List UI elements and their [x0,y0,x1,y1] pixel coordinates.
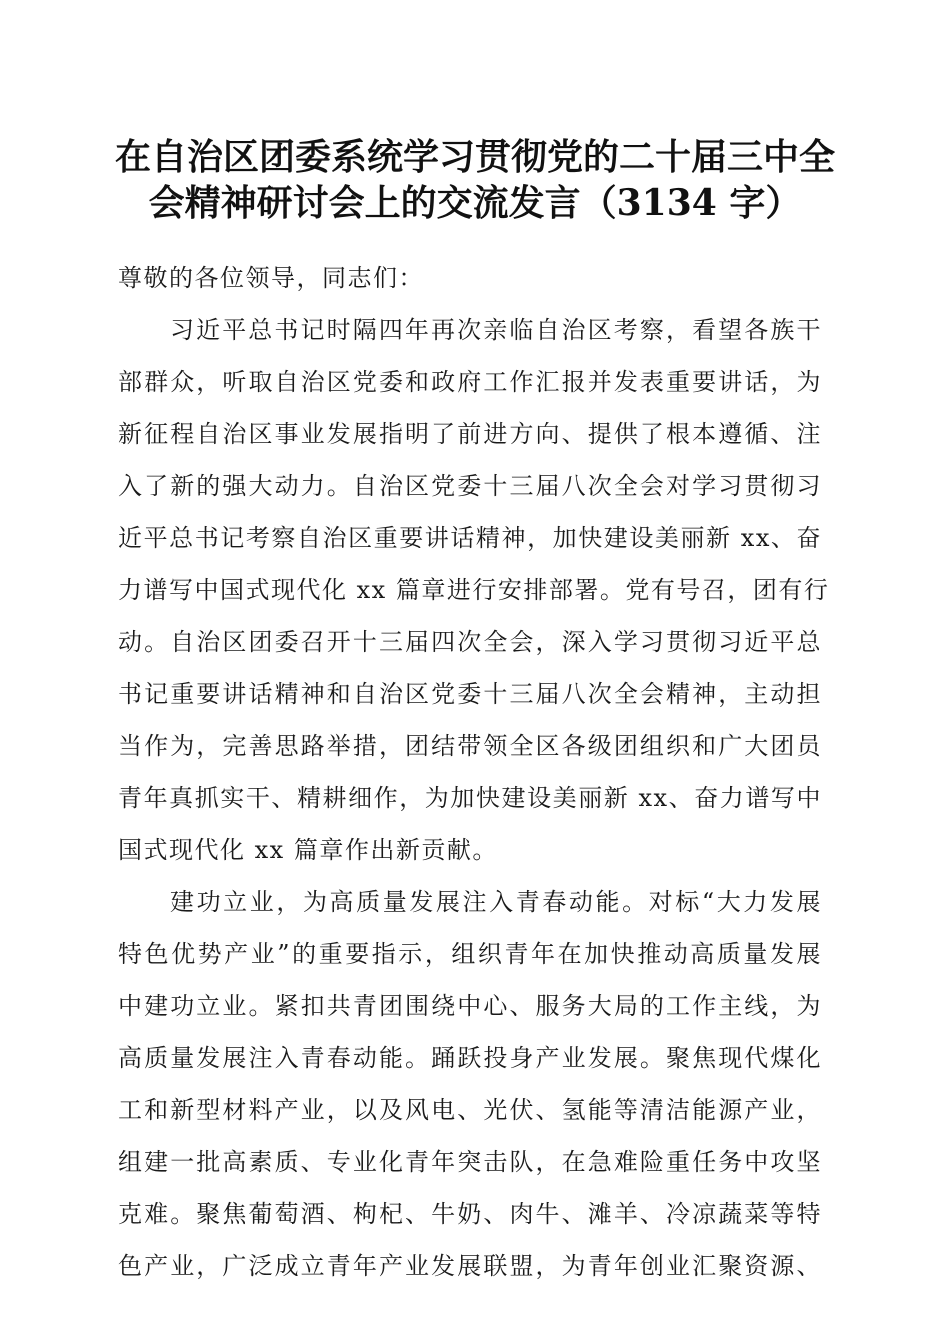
paragraph-2-line: 高质量发展注入青春动能。踊跃投身产业发展。聚焦现代煤化 [118,1044,822,1072]
title-line-1: 在自治区团委系统学习贯彻党的二十届三中全 [114,136,835,178]
paragraph-2-line: 特色优势产业”的重要指示，组织青年在加快推动高质量发展 [118,940,822,968]
paragraph-1-line: 入了新的强大动力。自治区党委十三届八次全会对学习贯彻习 [118,472,822,500]
document-title [110,134,840,226]
paragraph-1-line: 近平总书记考察自治区重要讲话精神，加快建设美丽新 xx、奋 [118,524,822,552]
paragraph-2-line: 克难。聚焦葡萄酒、枸杞、牛奶、肉牛、滩羊、冷凉蔬菜等特 [118,1200,822,1228]
paragraph-1-line: 部群众，听取自治区党委和政府工作汇报并发表重要讲话，为 [118,368,822,396]
paragraph-2-line: 中建功立业。紧扣共青团围绕中心、服务大局的工作主线，为 [118,992,822,1020]
paragraph-1-line: 青年真抓实干、精耕细作，为加快建设美丽新 xx、奋力谱写中 [118,784,822,812]
paragraph-1-line: 习近平总书记时隔四年再次亲临自治区考察，看望各族干 [170,316,822,344]
paragraph-1-line: 力谱写中国式现代化 xx 篇章进行安排部署。党有号召，团有行 [118,576,830,604]
paragraph-1-line: 新征程自治区事业发展指明了前进方向、提供了根本遵循、注 [118,420,822,448]
paragraph-2-line: 工和新型材料产业，以及风电、光伏、氢能等清洁能源产业， [118,1096,822,1124]
paragraph-1-line: 当作为，完善思路举措，团结带领全区各级团组织和广大团员 [118,732,822,760]
paragraph-2-line: 组建一批高素质、专业化青年突击队，在急难险重任务中攻坚 [118,1148,822,1176]
paragraph-1-line: 书记重要讲话精神和自治区党委十三届八次全会精神，主动担 [118,680,822,708]
paragraph-2-line: 色产业，广泛成立青年产业发展联盟，为青年创业汇聚资源、 [118,1252,822,1280]
paragraph-1-line: 动。自治区团委召开十三届四次全会，深入学习贯彻习近平总 [118,628,822,656]
salutation: 尊敬的各位领导，同志们： [118,264,424,292]
paragraph-2-line: 建功立业，为高质量发展注入青春动能。对标“大力发展 [170,888,822,916]
paragraph-1-line: 国式现代化 xx 篇章作出新贡献。 [118,836,498,864]
document-body [118,252,830,1292]
title-line-2: 会精神研讨会上的交流发言（3134 字） [148,182,802,224]
